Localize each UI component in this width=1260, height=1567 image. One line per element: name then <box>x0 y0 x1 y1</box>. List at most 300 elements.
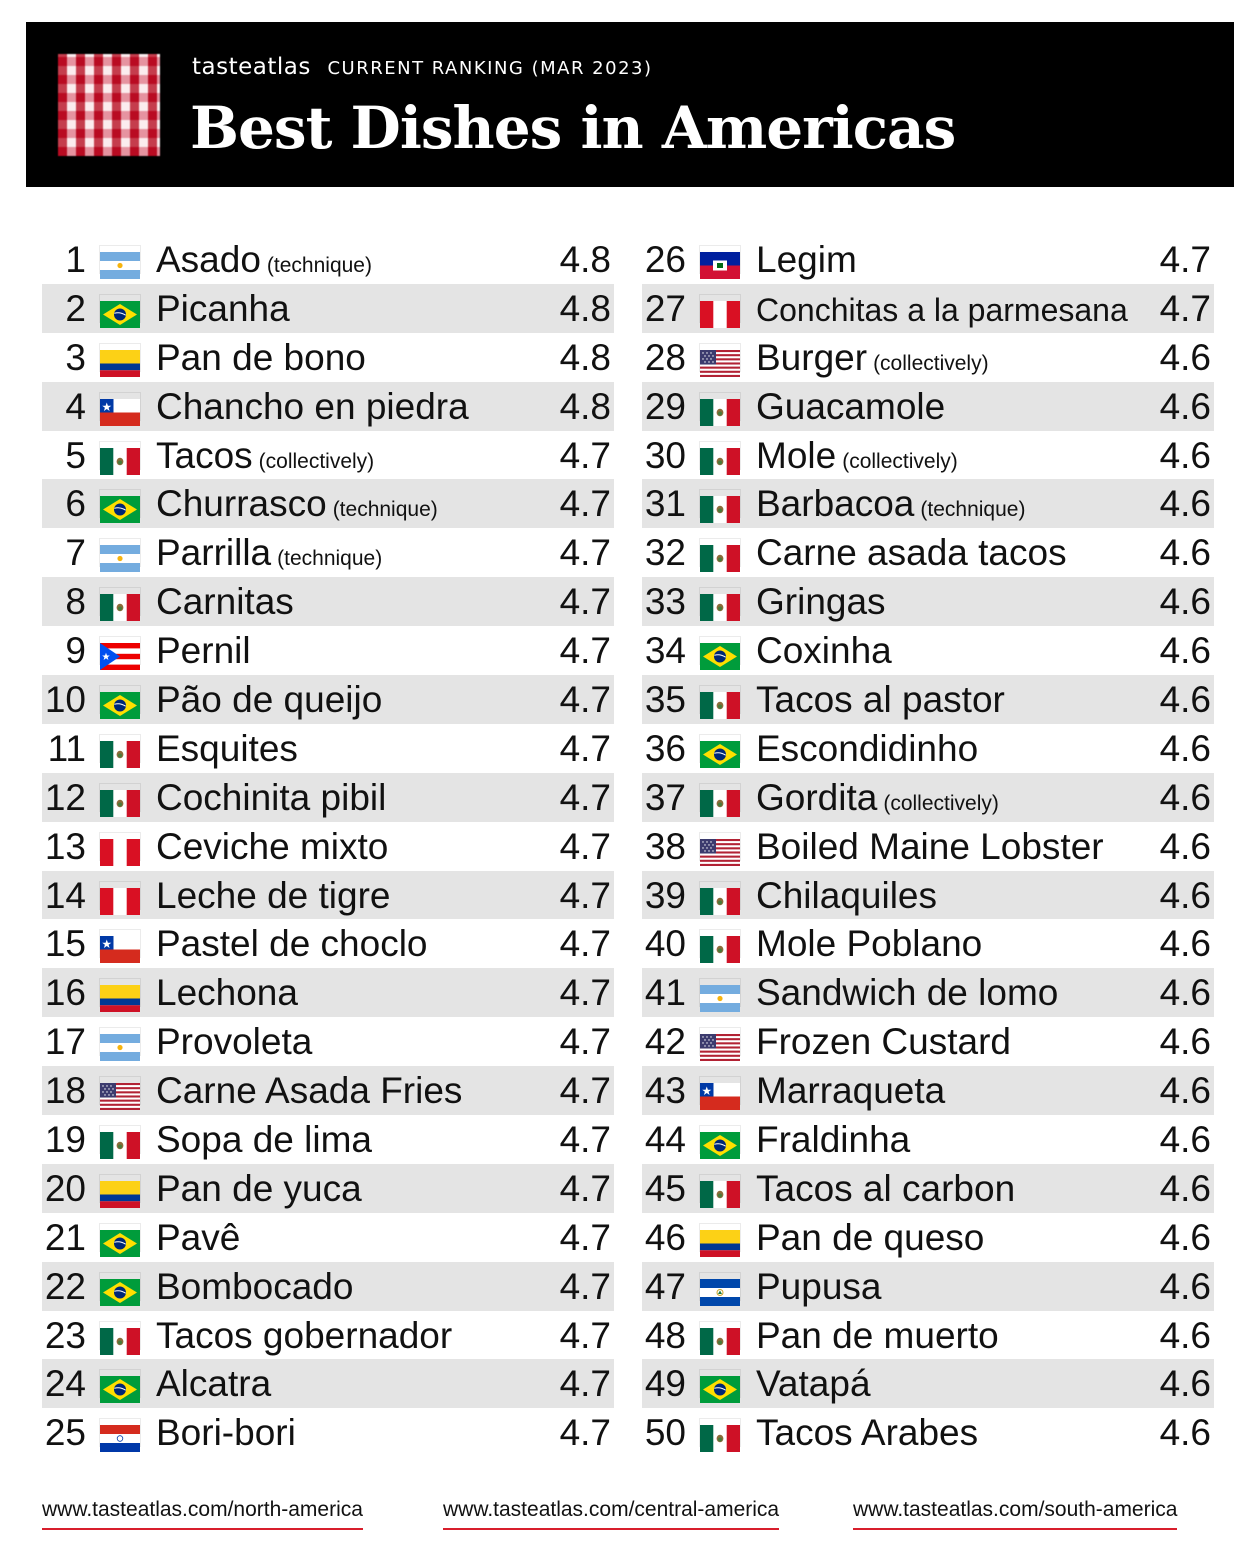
chile-flag-icon <box>100 393 140 420</box>
ranking-row <box>642 919 1214 968</box>
rating-value: 4.7 <box>559 630 611 672</box>
dish-label: Burger <box>756 336 868 378</box>
footer-link-central-america[interactable]: www.tasteatlas.com/central-america <box>443 1498 779 1530</box>
ranking-row <box>42 382 614 431</box>
dish-note: (collectively) <box>842 449 958 473</box>
dish-label: Carnitas <box>156 581 294 623</box>
mexico-flag-icon <box>700 882 740 909</box>
rank-number: 43 <box>644 1070 686 1112</box>
rating-value: 4.7 <box>559 972 611 1014</box>
mexico-flag-icon <box>700 686 740 713</box>
haiti-flag-icon <box>700 246 740 273</box>
rating-value: 4.7 <box>559 776 611 818</box>
dish-name <box>756 386 945 428</box>
rank-number: 37 <box>644 776 686 818</box>
rating-value: 4.6 <box>1159 336 1211 378</box>
dish-name <box>756 679 1005 721</box>
dish-label: Marraqueta <box>756 1070 946 1112</box>
ranking-row <box>42 724 614 773</box>
rating-value: 4.6 <box>1159 923 1211 965</box>
rating-value: 4.6 <box>1159 1070 1211 1112</box>
rating-value: 4.6 <box>1159 1216 1211 1258</box>
rank-number: 40 <box>644 923 686 965</box>
dish-label: Pupusa <box>756 1265 882 1307</box>
mexico-flag-icon <box>700 1175 740 1202</box>
dish-label: Churrasco <box>156 483 327 525</box>
dish-name <box>156 875 391 917</box>
dish-name <box>156 483 438 525</box>
dish-name <box>156 777 386 819</box>
mexico-flag-icon <box>700 784 740 811</box>
rank-number: 25 <box>44 1412 86 1454</box>
rank-number: 13 <box>44 825 86 867</box>
ranking-row <box>642 1066 1214 1115</box>
ranking-row <box>642 1164 1214 1213</box>
chile-flag-icon <box>100 930 140 957</box>
dish-label: Pan de yuca <box>156 1167 362 1209</box>
el-salvador-flag-icon <box>700 1273 740 1300</box>
dish-label: Frozen Custard <box>756 1021 1011 1063</box>
argentina-flag-icon <box>100 1028 140 1055</box>
ranking-row <box>42 1311 614 1360</box>
rating-value: 4.7 <box>559 1363 611 1405</box>
dish-label: Tacos al pastor <box>756 679 1005 721</box>
dish-note: (technique) <box>277 547 383 571</box>
rank-number: 2 <box>65 287 86 329</box>
rating-value: 4.7 <box>559 1167 611 1209</box>
rating-value: 4.6 <box>1159 1363 1211 1405</box>
dish-label: Provoleta <box>156 1021 313 1063</box>
brand-name: tasteatlas <box>192 54 311 80</box>
dish-name <box>156 1266 353 1308</box>
brazil-flag-icon <box>700 1370 740 1397</box>
dish-name <box>156 972 298 1014</box>
dish-note: (collectively) <box>883 791 999 815</box>
dish-name <box>156 581 294 623</box>
dish-label: Boiled Maine Lobster <box>756 825 1104 867</box>
brazil-flag-icon <box>700 637 740 664</box>
rank-number: 7 <box>65 532 86 574</box>
dish-label: Mole Poblano <box>756 923 983 965</box>
rank-number: 5 <box>65 434 86 476</box>
mexico-flag-icon <box>700 490 740 517</box>
rating-value: 4.6 <box>1159 581 1211 623</box>
rating-value: 4.6 <box>1159 483 1211 525</box>
dish-name <box>156 679 382 721</box>
rank-number: 36 <box>644 727 686 769</box>
usa-flag-icon <box>700 833 740 860</box>
brazil-flag-icon <box>100 1273 140 1300</box>
rating-value: 4.6 <box>1159 385 1211 427</box>
rating-value: 4.8 <box>559 287 611 329</box>
tablecloth-logo-icon <box>58 54 160 156</box>
dish-name <box>156 337 366 379</box>
ranking-row <box>642 528 1214 577</box>
dish-name <box>756 1021 1011 1063</box>
dish-label: Pan de bono <box>156 336 366 378</box>
ranking-row <box>42 1262 614 1311</box>
dish-label: Asado <box>156 239 261 280</box>
dish-name <box>156 826 388 868</box>
ranking-row <box>642 431 1214 480</box>
rank-number: 22 <box>44 1265 86 1307</box>
dish-name <box>156 288 290 330</box>
mexico-flag-icon <box>100 588 140 615</box>
brazil-flag-icon <box>100 686 140 713</box>
dish-name <box>756 1266 882 1308</box>
dish-name <box>756 1315 999 1357</box>
rank-number: 10 <box>44 679 86 721</box>
colombia-flag-icon <box>100 344 140 371</box>
ranking-row <box>642 1115 1214 1164</box>
ranking-row <box>642 1359 1214 1408</box>
rating-value: 4.6 <box>1159 1412 1211 1454</box>
rating-value: 4.8 <box>559 385 611 427</box>
dish-label: Leche de tigre <box>156 874 391 916</box>
rank-number: 1 <box>65 239 86 280</box>
ranking-row <box>42 1066 614 1115</box>
ranking-subtitle: CURRENT RANKING (MAR 2023) <box>327 58 653 79</box>
dish-name <box>756 1217 984 1259</box>
ranking-row <box>42 235 614 284</box>
rating-value: 4.7 <box>559 1021 611 1063</box>
chile-flag-icon <box>700 1077 740 1104</box>
rank-number: 26 <box>644 239 686 280</box>
rank-number: 45 <box>644 1167 686 1209</box>
ranking-row <box>642 1262 1214 1311</box>
rank-number: 39 <box>644 874 686 916</box>
dish-name <box>756 337 989 379</box>
rating-value: 4.7 <box>559 532 611 574</box>
rating-value: 4.7 <box>559 1265 611 1307</box>
dish-name <box>756 1168 1015 1210</box>
rating-value: 4.6 <box>1159 776 1211 818</box>
rank-number: 16 <box>44 972 86 1014</box>
rank-number: 21 <box>44 1216 86 1258</box>
ranking-row <box>42 773 614 822</box>
rating-value: 4.6 <box>1159 1167 1211 1209</box>
rating-value: 4.7 <box>1159 287 1211 329</box>
rating-value: 4.8 <box>559 336 611 378</box>
dish-label: Parrilla <box>156 532 272 574</box>
rank-number: 32 <box>644 532 686 574</box>
argentina-flag-icon <box>100 539 140 566</box>
rating-value: 4.7 <box>559 1119 611 1161</box>
mexico-flag-icon <box>700 930 740 957</box>
dish-name <box>756 728 978 770</box>
rank-number: 35 <box>644 679 686 721</box>
dish-label: Guacamole <box>756 385 946 427</box>
dish-name <box>756 875 937 917</box>
rank-number: 23 <box>44 1314 86 1356</box>
dish-name <box>756 483 1025 525</box>
brazil-flag-icon <box>100 295 140 322</box>
rank-number: 31 <box>644 483 686 525</box>
ranking-row <box>642 1311 1214 1360</box>
dish-label: Chancho en piedra <box>156 385 469 427</box>
ranking-row <box>42 1164 614 1213</box>
rank-number: 34 <box>644 630 686 672</box>
rank-number: 3 <box>65 336 86 378</box>
usa-flag-icon <box>700 1028 740 1055</box>
dish-label: Bombocado <box>156 1265 354 1307</box>
dish-note: (technique) <box>920 498 1026 522</box>
brazil-flag-icon <box>100 1224 140 1251</box>
dish-name <box>156 1119 372 1161</box>
mexico-flag-icon <box>700 1322 740 1349</box>
colombia-flag-icon <box>100 979 140 1006</box>
dish-name <box>756 292 1128 329</box>
rating-value: 4.6 <box>1159 434 1211 476</box>
rank-number: 18 <box>44 1070 86 1112</box>
dish-label: Cochinita pibil <box>156 776 387 818</box>
argentina-flag-icon <box>100 246 140 273</box>
rating-value: 4.7 <box>1159 239 1211 280</box>
rank-number: 47 <box>644 1265 686 1307</box>
rank-number: 30 <box>644 434 686 476</box>
rating-value: 4.7 <box>559 825 611 867</box>
dish-label: Gringas <box>756 581 886 623</box>
ranking-row <box>642 822 1214 871</box>
rank-number: 38 <box>644 825 686 867</box>
dish-label: Fraldinha <box>756 1119 911 1161</box>
dish-label: Sopa de lima <box>156 1119 372 1161</box>
peru-flag-icon <box>100 882 140 909</box>
ranking-row <box>642 773 1214 822</box>
dish-label: Lechona <box>156 972 298 1014</box>
dish-name <box>756 581 886 623</box>
dish-name <box>756 777 999 819</box>
rank-number: 12 <box>44 776 86 818</box>
dish-name <box>756 1412 978 1454</box>
rank-number: 19 <box>44 1119 86 1161</box>
rating-value: 4.6 <box>1159 825 1211 867</box>
rating-value: 4.7 <box>559 679 611 721</box>
dish-label: Pavê <box>156 1216 241 1258</box>
ranking-row <box>42 1359 614 1408</box>
dish-label: Carne asada tacos <box>756 532 1067 574</box>
rank-number: 6 <box>65 483 86 525</box>
ranking-row <box>642 479 1214 528</box>
dish-label: Tacos al carbon <box>756 1167 1016 1209</box>
rating-value: 4.6 <box>1159 679 1211 721</box>
rating-value: 4.6 <box>1159 630 1211 672</box>
dish-name <box>156 1217 240 1259</box>
rank-number: 33 <box>644 581 686 623</box>
header-banner <box>26 22 1234 187</box>
dish-name <box>756 972 1058 1014</box>
dish-name <box>156 728 298 770</box>
rank-number: 44 <box>644 1119 686 1161</box>
brazil-flag-icon <box>100 1370 140 1397</box>
paraguay-flag-icon <box>100 1419 140 1446</box>
dish-label: Pastel de choclo <box>156 923 428 965</box>
ranking-row <box>42 871 614 920</box>
dish-name <box>156 1021 312 1063</box>
ranking-row <box>42 333 614 382</box>
colombia-flag-icon <box>700 1224 740 1251</box>
brazil-flag-icon <box>700 735 740 762</box>
ranking-row <box>42 675 614 724</box>
rating-value: 4.7 <box>559 1314 611 1356</box>
dish-name <box>156 386 469 428</box>
rating-value: 4.6 <box>1159 1314 1211 1356</box>
dish-name <box>756 630 892 672</box>
ranking-row <box>642 1408 1214 1457</box>
dish-note: (technique) <box>266 254 372 277</box>
colombia-flag-icon <box>100 1175 140 1202</box>
dish-label: Coxinha <box>756 630 892 672</box>
ranking-row <box>642 235 1214 284</box>
mexico-flag-icon <box>100 735 140 762</box>
rating-value: 4.6 <box>1159 727 1211 769</box>
rating-value: 4.7 <box>559 434 611 476</box>
dish-label: Conchitas a la parmesana <box>756 291 1128 328</box>
puerto-rico-flag-icon <box>100 637 140 664</box>
brazil-flag-icon <box>100 490 140 517</box>
rank-number: 20 <box>44 1167 86 1209</box>
dish-label: Esquites <box>156 727 298 769</box>
mexico-flag-icon <box>700 393 740 420</box>
ranking-row <box>42 1017 614 1066</box>
rating-value: 4.6 <box>1159 532 1211 574</box>
dish-name <box>156 239 372 281</box>
dish-label: Chilaquiles <box>756 874 937 916</box>
rating-value: 4.6 <box>1159 874 1211 916</box>
dish-name <box>756 239 857 281</box>
peru-flag-icon <box>700 295 740 322</box>
dish-label: Ceviche mixto <box>156 825 389 867</box>
dish-name <box>756 435 958 477</box>
dish-name <box>756 1070 945 1112</box>
ranking-row <box>642 626 1214 675</box>
ranking-row <box>42 1115 614 1164</box>
rank-number: 15 <box>44 923 86 965</box>
rank-number: 46 <box>644 1216 686 1258</box>
rank-number: 9 <box>65 630 86 672</box>
footer-link-north-america[interactable]: www.tasteatlas.com/north-america <box>42 1498 363 1530</box>
ranking-row <box>42 1408 614 1457</box>
rating-value: 4.7 <box>559 1412 611 1454</box>
dish-name <box>156 435 374 477</box>
rank-number: 14 <box>44 874 86 916</box>
rank-number: 42 <box>644 1021 686 1063</box>
ranking-row <box>642 577 1214 626</box>
page-title: Best Dishes in Americas <box>190 94 956 162</box>
dish-label: Tacos gobernador <box>156 1314 453 1356</box>
dish-name <box>756 1119 910 1161</box>
rank-number: 27 <box>644 287 686 329</box>
peru-flag-icon <box>100 833 140 860</box>
mexico-flag-icon <box>100 784 140 811</box>
mexico-flag-icon <box>700 1419 740 1446</box>
dish-label: Tacos <box>156 434 253 476</box>
brand-line <box>192 54 653 80</box>
rank-number: 48 <box>644 1314 686 1356</box>
argentina-flag-icon <box>700 979 740 1006</box>
ranking-row <box>642 724 1214 773</box>
dish-label: Pan de muerto <box>756 1314 999 1356</box>
dish-label: Picanha <box>156 287 290 329</box>
mexico-flag-icon <box>100 442 140 469</box>
dish-label: Mole <box>756 434 837 476</box>
mexico-flag-icon <box>100 1322 140 1349</box>
ranking-row <box>42 1213 614 1262</box>
dish-note: (collectively) <box>873 351 989 375</box>
ranking-row <box>42 577 614 626</box>
rank-number: 4 <box>65 385 86 427</box>
rating-value: 4.7 <box>559 874 611 916</box>
ranking-row <box>42 822 614 871</box>
rank-number: 49 <box>644 1363 686 1405</box>
mexico-flag-icon <box>700 442 740 469</box>
rating-value: 4.6 <box>1159 1119 1211 1161</box>
rating-value: 4.7 <box>559 581 611 623</box>
dish-name <box>156 630 251 672</box>
dish-label: Pan de queso <box>756 1216 985 1258</box>
dish-name <box>156 1315 452 1357</box>
dish-label: Legim <box>756 239 857 280</box>
ranking-row <box>42 431 614 480</box>
rating-value: 4.7 <box>559 923 611 965</box>
ranking-row <box>642 1017 1214 1066</box>
dish-name <box>756 826 1104 868</box>
dish-name <box>156 1168 362 1210</box>
dish-label: Sandwich de lomo <box>756 972 1059 1014</box>
dish-label: Escondidinho <box>756 727 979 769</box>
dish-name <box>156 532 382 574</box>
dish-label: Carne Asada Fries <box>156 1070 463 1112</box>
rank-number: 41 <box>644 972 686 1014</box>
rating-value: 4.6 <box>1159 1265 1211 1307</box>
rating-value: 4.7 <box>559 1216 611 1258</box>
ranking-row <box>642 675 1214 724</box>
dish-label: Pernil <box>156 630 251 672</box>
dish-label: Barbacoa <box>756 483 915 525</box>
dish-name <box>756 923 982 965</box>
dish-note: (collectively) <box>258 449 375 473</box>
mexico-flag-icon <box>100 1126 140 1153</box>
rank-number: 28 <box>644 336 686 378</box>
rating-value: 4.6 <box>1159 1021 1211 1063</box>
rating-value: 4.8 <box>559 239 611 280</box>
ranking-list-right <box>642 235 1214 1457</box>
ranking-row <box>642 871 1214 920</box>
dish-label: Tacos Arabes <box>756 1412 979 1454</box>
ranking-row <box>42 968 614 1017</box>
dish-label: Bori-bori <box>156 1412 296 1454</box>
dish-label: Gordita <box>756 776 878 818</box>
rank-number: 29 <box>644 385 686 427</box>
footer-link-south-america[interactable]: www.tasteatlas.com/south-america <box>853 1498 1177 1530</box>
ranking-row <box>642 333 1214 382</box>
ranking-row <box>642 382 1214 431</box>
dish-name <box>756 532 1067 574</box>
dish-name <box>156 1412 296 1454</box>
ranking-list-left <box>42 235 614 1457</box>
ranking-row <box>42 284 614 333</box>
ranking-row <box>42 626 614 675</box>
brazil-flag-icon <box>700 1126 740 1153</box>
ranking-row <box>42 479 614 528</box>
ranking-row <box>642 968 1214 1017</box>
usa-flag-icon <box>100 1077 140 1104</box>
ranking-row <box>42 528 614 577</box>
dish-name <box>156 1363 271 1405</box>
mexico-flag-icon <box>700 539 740 566</box>
rank-number: 50 <box>644 1412 686 1454</box>
usa-flag-icon <box>700 344 740 371</box>
